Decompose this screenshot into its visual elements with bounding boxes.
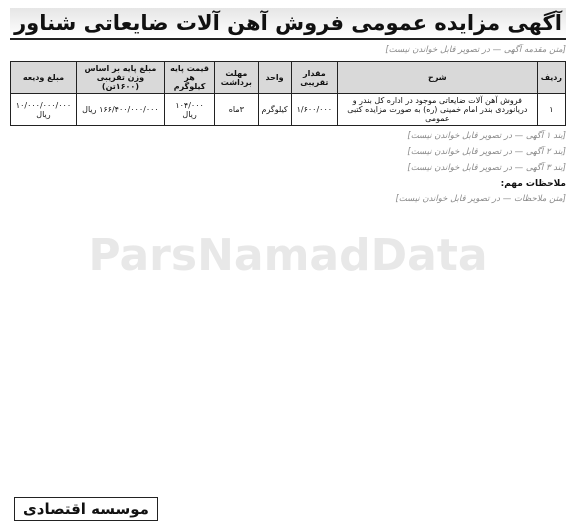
footer-organization: موسسه اقتصادی: [14, 497, 158, 521]
cell-base-amount: ۱۶۶/۴۰۰/۰۰۰/۰۰۰ ریال: [76, 94, 164, 126]
col-base-amount: مبلغ پایه بر اساس وزن تقریبی (۱۶۰۰تن): [76, 62, 164, 94]
table-header-row: [11, 62, 566, 94]
section-2-text: [بند ۲ آگهی — در تصویر قابل خواندن نیست]: [407, 147, 566, 157]
notice-section-2: [10, 146, 566, 158]
notice-title: آگهی مزایده عمومی فروش آهن آلات ضایعاتی شناور: [10, 8, 566, 40]
notice-section-3: [10, 162, 566, 174]
cell-description: فروش آهن آلات ضایعاتی موجود در اداره کل بندر و دریانوردی بندر امام خمینی (ره) به صورت مزایده کتبی عمومی: [337, 94, 537, 126]
notice-notes: [10, 179, 566, 205]
notice-section-1: [10, 130, 566, 142]
col-description: شرح: [337, 62, 537, 94]
col-unit: واحد: [258, 62, 291, 94]
col-deadline: مهلت برداشت: [215, 62, 258, 94]
cell-row-number: ۱: [537, 94, 565, 126]
notes-text: [متن ملاحظات — در تصویر قابل خواندن نیست]: [395, 194, 566, 204]
auction-items-table: [10, 61, 566, 126]
col-row-number: ردیف: [537, 62, 565, 94]
col-deposit: مبلغ ودیعه: [11, 62, 77, 94]
cell-deadline: ۳ماه: [215, 94, 258, 126]
watermark-text: ParsNamadData: [88, 230, 488, 281]
section-1-text: [بند ۱ آگهی — در تصویر قابل خواندن نیست]: [407, 131, 566, 141]
cell-deposit: ۱۰/۰۰۰/۰۰۰/۰۰۰ ریال: [11, 94, 77, 126]
col-unit-price: قیمت پایه هر کیلوگرم: [164, 62, 214, 94]
table-row: [11, 94, 566, 126]
cell-unit: کیلوگرم: [258, 94, 291, 126]
section-3-text: [بند ۳ آگهی — در تصویر قابل خواندن نیست]: [407, 163, 566, 173]
cell-unit-price: ۱۰۴/۰۰۰ ریال: [164, 94, 214, 126]
col-quantity: مقدار تقریبی: [291, 62, 337, 94]
notes-heading: ملاحظات مهم:: [500, 179, 566, 189]
intro-paragraph: [متن مقدمه آگهی — در تصویر قابل خواندن نیست]: [385, 45, 566, 55]
cell-quantity: ۱/۶۰۰/۰۰۰: [291, 94, 337, 126]
